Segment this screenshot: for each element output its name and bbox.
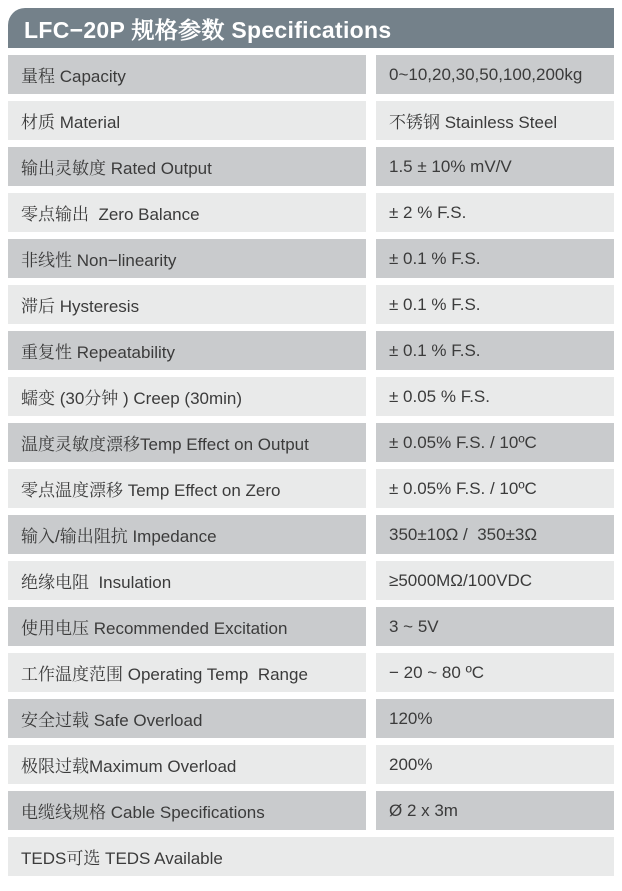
spec-label: 极限过载Maximum Overload — [21, 757, 237, 776]
table-row — [8, 837, 614, 876]
spec-header-bar — [8, 8, 614, 48]
spec-value: − 20 ~ 80 ºC — [389, 662, 485, 682]
spec-value: ± 0.1 % F.S. — [389, 340, 481, 360]
table-row — [8, 285, 614, 324]
spec-value-cell — [376, 607, 614, 646]
table-row — [8, 147, 614, 186]
spec-value: Ø 2 x 3m — [389, 800, 458, 820]
spec-label-cell — [8, 239, 366, 278]
spec-value-cell — [376, 745, 614, 784]
spec-label-cell — [8, 791, 366, 830]
table-row — [8, 193, 614, 232]
table-row — [8, 377, 614, 416]
spec-label-cell — [8, 285, 366, 324]
spec-value-cell — [376, 147, 614, 186]
spec-label: 零点温度漂移 Temp Effect on Zero — [21, 481, 281, 500]
spec-value-cell — [376, 791, 614, 830]
spec-value-cell — [376, 101, 614, 140]
spec-value-cell — [376, 423, 614, 462]
spec-label-cell — [8, 423, 366, 462]
table-row — [8, 331, 614, 370]
spec-value-cell — [376, 561, 614, 600]
table-row — [8, 239, 614, 278]
table-row — [8, 423, 614, 462]
datasheet-page — [0, 8, 622, 891]
spec-value-cell — [376, 377, 614, 416]
spec-value: 0~10,20,30,50,100,200kg — [389, 64, 583, 84]
spec-value-cell — [376, 55, 614, 94]
spec-label-cell — [8, 745, 366, 784]
table-row — [8, 607, 614, 646]
spec-label: 零点输出 Zero Balance — [21, 205, 200, 224]
spec-label-cell — [8, 55, 366, 94]
spec-label: 重复性 Repeatability — [21, 343, 176, 362]
spec-label: 非线性 Non−linearity — [21, 251, 177, 270]
spec-label-cell — [8, 469, 366, 508]
spec-value: ± 0.05% F.S. / 10ºC — [389, 432, 537, 452]
table-row — [8, 101, 614, 140]
spec-value-cell — [376, 469, 614, 508]
table-row — [8, 515, 614, 554]
spec-value-cell — [376, 699, 614, 738]
spec-value: 120% — [389, 708, 433, 728]
table-row — [8, 55, 614, 94]
spec-label-cell — [8, 607, 366, 646]
spec-value: 1.5 ± 10% mV/V — [389, 156, 512, 176]
spec-value-cell — [376, 193, 614, 232]
spec-label-cell — [8, 101, 366, 140]
spec-label: 蠕变 (30分钟 ) Creep (30min) — [21, 389, 243, 408]
spec-label: 量程 Capacity — [21, 67, 126, 86]
spec-label: 安全过载 Safe Overload — [21, 711, 203, 730]
spec-label-cell — [8, 147, 366, 186]
spec-value: ± 0.1 % F.S. — [389, 248, 481, 268]
spec-value-cell — [376, 285, 614, 324]
spec-value-cell — [376, 653, 614, 692]
spec-label: 绝缘电阻 Insulation — [21, 573, 172, 592]
spec-value: 200% — [389, 754, 433, 774]
table-row — [8, 561, 614, 600]
spec-label-cell — [8, 515, 366, 554]
spec-value-cell — [376, 515, 614, 554]
spec-table — [8, 55, 614, 876]
spec-label: 滞后 Hysteresis — [21, 297, 140, 316]
spec-value: 350±10Ω / 350±3Ω — [389, 524, 538, 544]
spec-label: 电缆线规格 Cable Specifications — [21, 803, 265, 822]
spec-value: 3 ~ 5V — [389, 616, 439, 636]
spec-value: 不锈钢 Stainless Steel — [389, 113, 558, 132]
table-row — [8, 699, 614, 738]
spec-label-cell — [8, 653, 366, 692]
spec-value-cell — [376, 239, 614, 278]
spec-label: 输出灵敏度 Rated Output — [21, 159, 212, 178]
table-row — [8, 791, 614, 830]
spec-label: 工作温度范围 Operating Temp Range — [21, 665, 308, 684]
spec-label-cell — [8, 699, 366, 738]
spec-value-cell — [376, 331, 614, 370]
spec-value: ± 2 % F.S. — [389, 202, 467, 222]
spec-value: ± 0.05% F.S. / 10ºC — [389, 478, 537, 498]
spec-value: ± 0.05 % F.S. — [389, 386, 490, 406]
table-row — [8, 745, 614, 784]
spec-label-cell — [8, 331, 366, 370]
page-title: LFC−20P 规格参数 Specifications — [24, 16, 392, 43]
spec-label: 材质 Material — [21, 113, 121, 132]
spec-label-cell — [8, 377, 366, 416]
spec-label: 使用电压 Recommended Excitation — [21, 619, 288, 638]
spec-value: ± 0.1 % F.S. — [389, 294, 481, 314]
table-row — [8, 653, 614, 692]
spec-label-cell — [8, 193, 366, 232]
spec-label: 输入/输出阻抗 Impedance — [21, 527, 217, 546]
table-row — [8, 469, 614, 508]
spec-value: ≥5000MΩ/100VDC — [389, 570, 532, 590]
spec-label: 温度灵敏度漂移Temp Effect on Output — [21, 435, 309, 454]
spec-label-cell — [8, 837, 614, 876]
spec-label-cell — [8, 561, 366, 600]
spec-label: TEDS可选 TEDS Available — [21, 849, 223, 868]
